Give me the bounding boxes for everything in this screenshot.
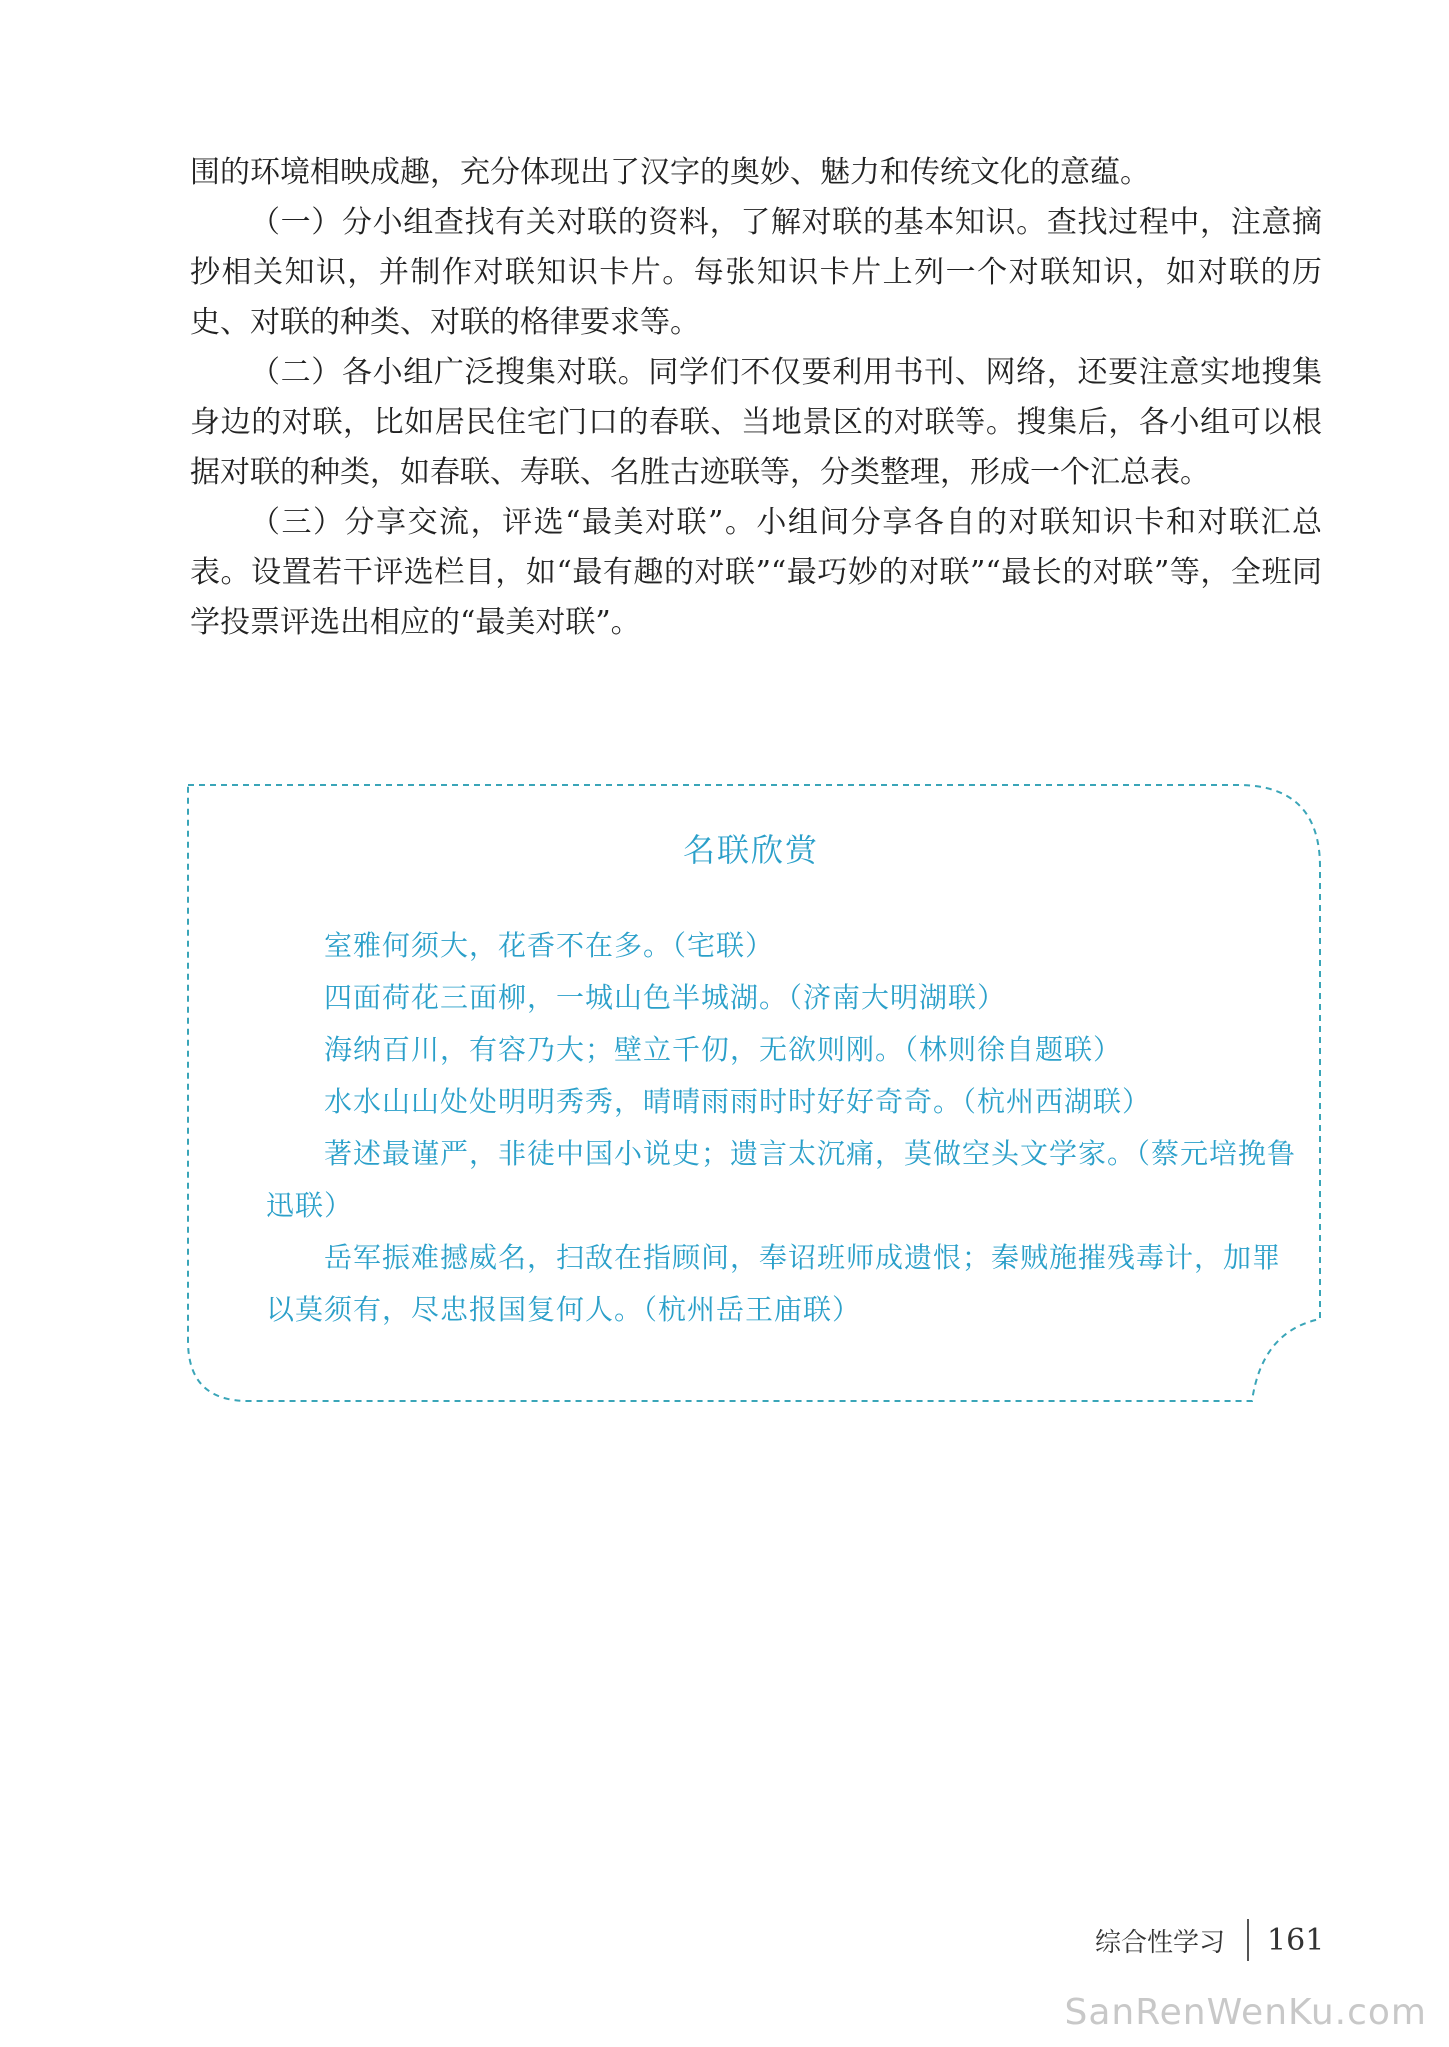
- page-footer: [1095, 1918, 1324, 1962]
- box-title: 名联欣赏: [682, 831, 819, 869]
- couplet-item: 著述最谨严，非徒中国小说史；遗言太沉痛，莫做空头文学家。（蔡元培挽鲁迅联）: [266, 1137, 1297, 1222]
- footer-divider: [1247, 1919, 1249, 1961]
- paragraph-continuation: 围的环境相映成趣，充分体现出了汉字的奥妙、魅力和传统文化的意蕴。: [190, 155, 1150, 190]
- body-text: [190, 148, 1322, 648]
- paragraph-step-two: （二）各小组广泛搜集对联。同学们不仅要利用书刊、网络，还要注意实地搜集身边的对联，比如居民住宅门口的春联、当地景区的对联等。搜集后，各小组可以根据对联的种类，如春联、寿联、名胜古迹联等，分类整理，形成一个汇总表。: [190, 355, 1322, 490]
- watermark: SanRenWenKu.com: [1064, 1992, 1427, 2033]
- couplet-item: 室雅何须大，花香不在多。（宅联）: [324, 929, 775, 962]
- couplet-item: 水水山山处处明明秀秀，晴晴雨雨时时好好奇奇。（杭州西湖联）: [324, 1085, 1152, 1118]
- paragraph-step-one: （一）分小组查找有关对联的资料，了解对联的基本知识。查找过程中，注意摘抄相关知识，并制作对联知识卡片。每张知识卡片上列一个对联知识，如对联的历史、对联的种类、对联的格律要求等。: [190, 205, 1322, 340]
- paragraph-step-three: （三）分享交流，评选“最美对联”。小组间分享各自的对联知识卡和对联汇总表。设置若干评选栏目，如“最有趣的对联”“最巧妙的对联”“最长的对联”等，全班同学投票评选出相应的“最美对联”。: [190, 505, 1322, 640]
- couplet-item: 岳军振难撼威名，扫敌在指顾间，奉诏班师成遗恨；秦贼施摧残毒计，加罪以莫须有，尽忠报国复何人。（杭州岳王庙联）: [266, 1241, 1282, 1326]
- couplet-item: 四面荷花三面柳，一城山色半城湖。（济南大明湖联）: [324, 981, 1007, 1014]
- famous-couplets-box: [266, 820, 1296, 1336]
- page-number: 161: [1267, 1922, 1325, 1958]
- couplet-item: 海纳百川，有容乃大；壁立千仞，无欲则刚。（林则徐自题联）: [324, 1033, 1123, 1066]
- footer-section-label: 综合性学习: [1095, 1927, 1226, 1958]
